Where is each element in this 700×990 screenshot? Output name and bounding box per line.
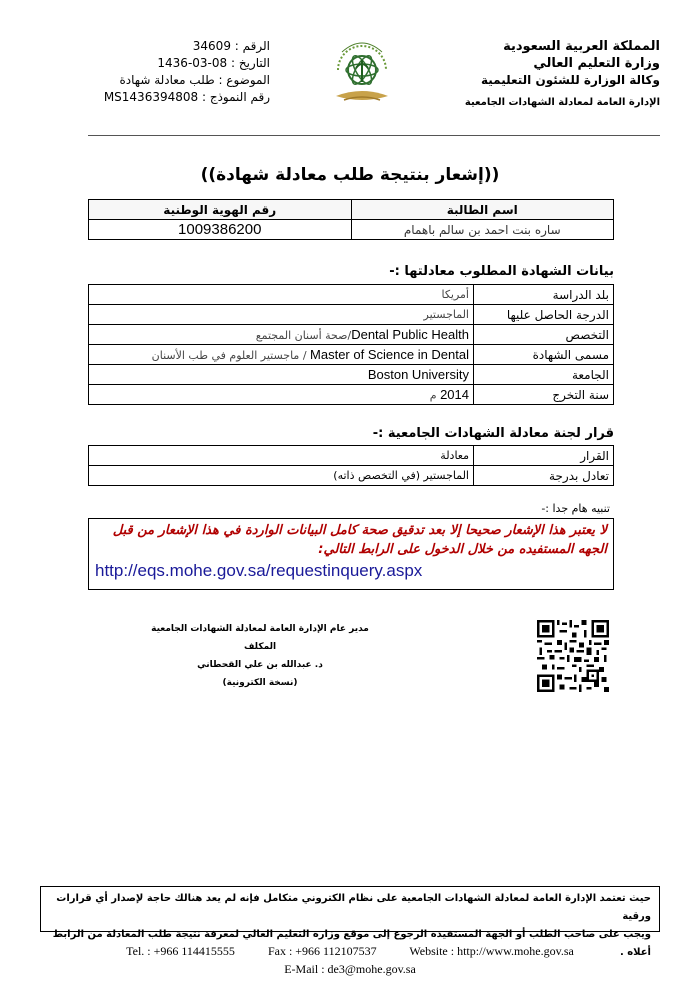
ministry-name: وزارة التعليم العالي — [533, 56, 660, 71]
student-id-header: رقم الهوية الوطنية — [89, 200, 352, 220]
ministry-emblem-icon — [330, 30, 394, 110]
notice-label: تنبيه هام جدا :- — [541, 502, 610, 515]
student-table — [88, 199, 614, 240]
contact-website[interactable]: Website : http://www.mohe.gov.sa — [409, 944, 574, 958]
table-row: الجامعة Boston University — [89, 365, 614, 385]
department-name: الإدارة العامة لمعادلة الشهادات الجامعية — [464, 97, 660, 108]
page-title: ((إشعار بنتيجة طلب معادلة شهادة)) — [200, 165, 500, 185]
document-meta — [90, 38, 270, 106]
table-row: تعادل بدرجة الماجستير (في التخصص ذاته) — [89, 466, 614, 486]
certificate-table — [88, 284, 614, 405]
notice-box — [88, 518, 614, 590]
notice-warning: لا يعتبر هذا الإشعار صحيحا إلا بعد تدقيق صحة كامل البيانات الواردة في هذا الإشعار من قبل الجهه المستفيده من خلال الدخول على الرابط التالي: — [112, 523, 607, 557]
electronic-copy-note: (نسخة الكترونية) — [222, 678, 298, 688]
doc-subject: الموضوع : طلب معادلة شهادة — [119, 73, 270, 87]
table-row: بلد الدراسة أمريكا — [89, 285, 614, 305]
table-row: سنة التخرج 2014 م — [89, 385, 614, 405]
decision-table — [88, 445, 614, 486]
doc-date: التاريخ : 1436-03-08 — [157, 56, 270, 70]
contact-email[interactable]: E-Mail : de3@mohe.gov.sa — [284, 962, 416, 976]
contact-info — [0, 942, 700, 978]
contact-fax: Fax : +966 112107537 — [267, 944, 377, 958]
table-row: التخصص Dental Public Health/صحة أسنان المجتمع — [89, 325, 614, 345]
table-row: القرار معادلة — [89, 446, 614, 466]
student-name: ساره بنت احمد بن سالم باهمام — [351, 220, 614, 240]
ministry-header — [420, 38, 660, 111]
certificate-heading: بيانات الشهادة المطلوب معادلتها :- — [389, 264, 614, 279]
qr-code-icon — [537, 620, 609, 692]
doc-number: الرقم : 34609 — [192, 39, 270, 53]
student-id: 1009386200 — [89, 220, 352, 240]
footer-note-line1: حيث تعتمد الإدارة العامة لمعادلة الشهادات الجامعية على نظام الكتروني متكامل فإنه لم يعد هنالك حاجة لإصدار أي قرارات ورقية — [56, 893, 651, 922]
header-divider — [88, 135, 660, 136]
form-number: رقم النموذج : MS1436394808 — [103, 90, 270, 104]
footer-note-line2: ويجب على صاحب الطلب أو الجهة المستفيدة الرجوع إلى موقع وزارة التعليم العالي لمعرفة نتيجة طلب المعادلة من الرابط أعلاه . — [52, 929, 651, 958]
agency-name: وكالة الوزارة للشئون التعليمية — [480, 73, 660, 87]
table-row: مسمى الشهادة Master of Science in Dental / ماجستير العلوم في طب الأسنان — [89, 345, 614, 365]
student-name-header: اسم الطالبة — [351, 200, 614, 220]
signatory-title: مدير عام الإدارة العامة لمعادلة الشهادات الجامعية المكلف — [151, 624, 369, 652]
signature-block — [140, 620, 380, 692]
signatory-name: د. عبدالله بن علي القحطاني — [197, 660, 323, 670]
kingdom-name: المملكة العربية السعودية — [503, 39, 660, 54]
table-row: الدرجة الحاصل عليها الماجستير — [89, 305, 614, 325]
contact-tel: Tel. : +966 114415555 — [126, 944, 235, 958]
verification-link[interactable]: http://eqs.mohe.gov.sa/requestinquery.aspx — [95, 561, 423, 580]
decision-heading: قرار لجنة معادلة الشهادات الجامعية :- — [372, 426, 614, 441]
